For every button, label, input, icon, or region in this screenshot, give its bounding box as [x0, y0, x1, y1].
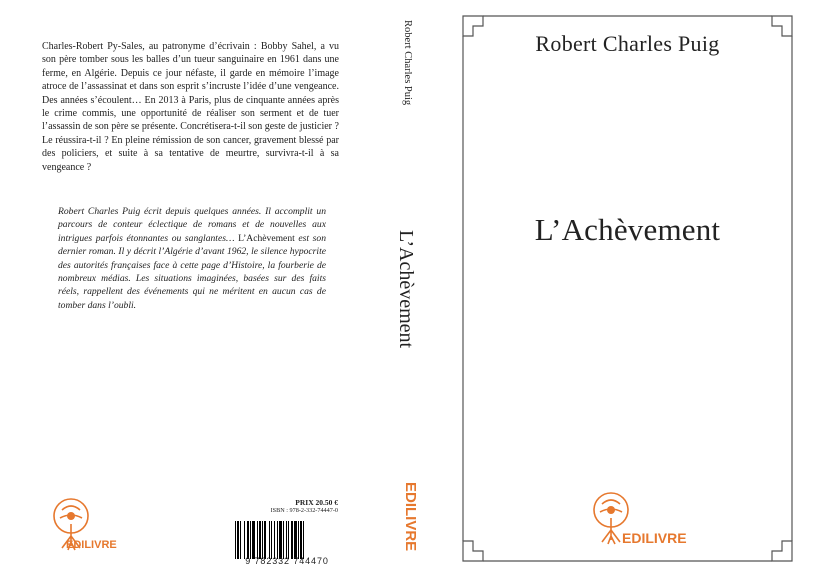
barcode-digits: 9 782332 744470 — [245, 556, 329, 566]
author-note-rest: est son dernier roman. Il y décrit l’Algérie d’avant 1962, le silence hypocrite des autorités françaises face à cette page d’Histoire, la fourberie de nombreux médias. Les situations imaginées, basées sur des faits réels, rappellent des événements qui ne méritent en aucun cas de tomber dans l’oubli. — [58, 232, 326, 311]
front-publisher-logo — [580, 488, 690, 568]
spine-author — [395, 20, 417, 140]
front-author: Robert Charles Puig — [535, 31, 720, 56]
price-label: PRIX 20.50 € — [295, 498, 338, 507]
author-note — [58, 205, 326, 312]
back-publisher-name: EDILIVRE — [66, 539, 117, 551]
back-cover-blurb: Charles-Robert Py-Sales, au patronyme d’écrivain : Bobby Sahel, a vu son père tomber sous les balles d’un tueur sanguinaire en 1961 dans une ferme, en Algérie. Depuis ce jour néfaste, il garde en mémoire l’image atroce de l’assassinat et dans son esprit s’incruste l’idée d’une vengeance. Des années s’écoulent… En 2013 à Paris, plus de cinquante années après le crime commis, une opportunité de réaliser son serment et de tuer l’assassin de son père se présente. Concrétisera-t-il son geste de justicier ? Le réussira-t-il ? En pleine rémission de son cancer, gravement blessé par des policiers, et suite à sa tentative de meurtre, survivra-t-il à sa vengeance ? — [42, 41, 339, 173]
front-title: L’Achèvement — [534, 212, 721, 247]
front-publisher-name: EDILIVRE — [622, 530, 687, 546]
author-note-book-title: L’Achèvement — [238, 232, 295, 244]
spine-author-text: Robert Charles Puig — [402, 20, 413, 106]
price-isbn-block — [236, 499, 338, 515]
spine-title — [387, 230, 423, 370]
back-publisher-logo — [36, 494, 116, 574]
spine-title-text: L’Achèvement — [395, 230, 417, 349]
front-frame — [459, 12, 796, 565]
spine-publisher-logo — [397, 482, 421, 572]
spine-publisher-name: EDILIVRE — [402, 482, 419, 552]
author-note-intro: Robert Charles Puig écrit depuis quelques années. Il accomplit un parcours de conteur éclectique de romans et de nouvelles aux intrigues parfois étonnantes ou sanglantes… — [58, 206, 326, 244]
isbn-label: ISBN : 978-2-332-74447-0 — [270, 507, 338, 514]
